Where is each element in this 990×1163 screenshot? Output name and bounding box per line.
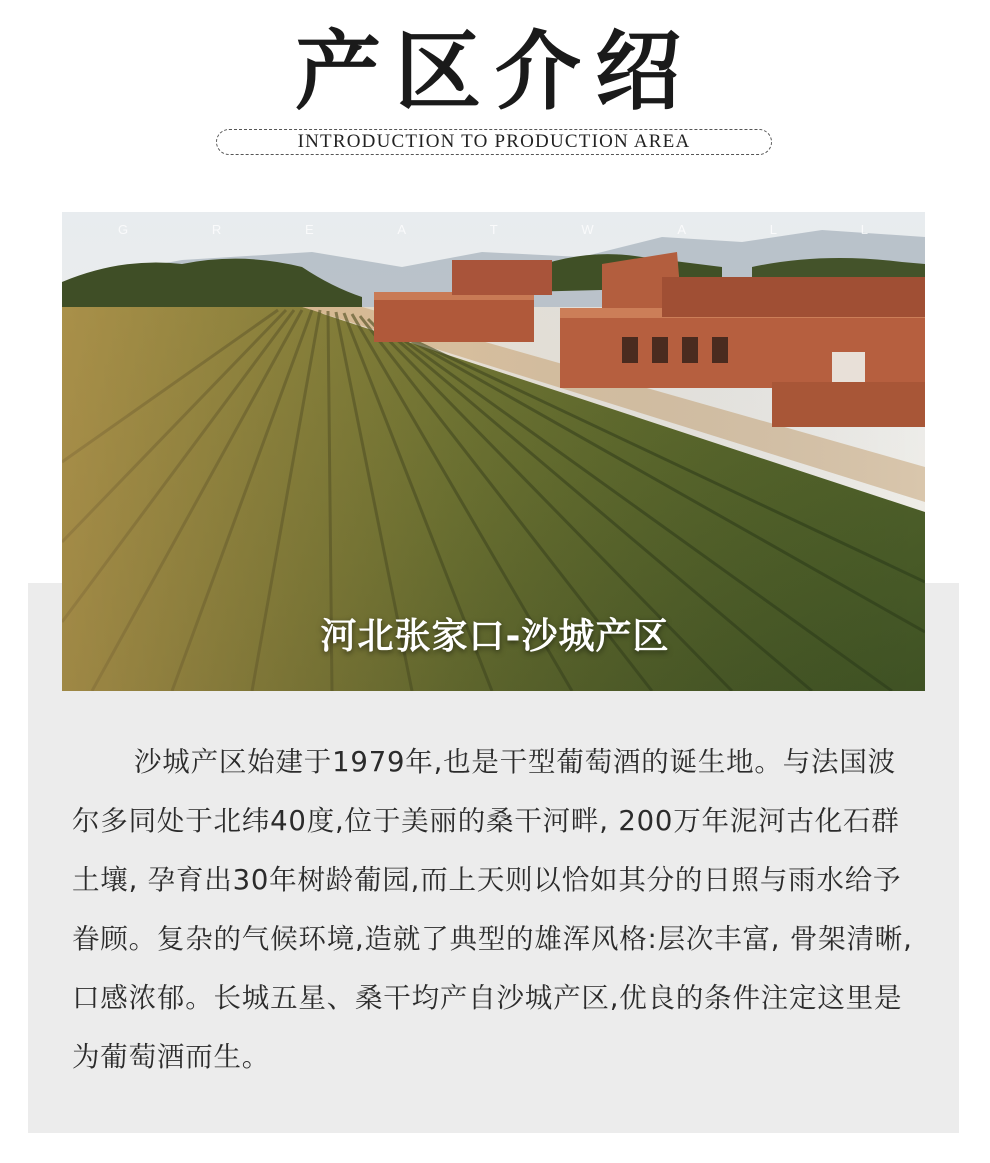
watermark-letter: L [860,222,868,237]
photo-watermark [118,222,868,237]
watermark-letter: W [581,222,594,237]
watermark-letter: T [489,222,498,237]
page-title: 产区介绍 [295,21,695,122]
region-description: 沙城产区始建于1979年,也是干型葡萄酒的诞生地。与法国波尔多同处于北纬40度,位于美丽的桑干河畔, 200万年泥河古化石群土壤, 孕育出30年树龄葡园,而上天则以恰如其分的日照与雨水给予眷顾。复杂的气候环境,造就了典型的雄浑风格:层次丰富, 骨架清晰,口感浓郁。长城五星、桑干均产自沙城产区,优良的条件注定这里是为葡萄酒而生。 [72,746,913,1073]
watermark-letter: E [304,222,314,237]
watermark-letter: R [211,222,222,237]
watermark-letter: L [769,222,778,237]
region-caption: 河北张家口-沙城产区 [320,616,670,657]
subtitle-text: INTRODUCTION TO PRODUCTION AREA [297,131,691,152]
watermark-letter: G [118,222,129,237]
watermark-letter: A [677,222,687,237]
subtitle-banner [216,129,772,155]
watermark-letter: A [397,222,407,237]
